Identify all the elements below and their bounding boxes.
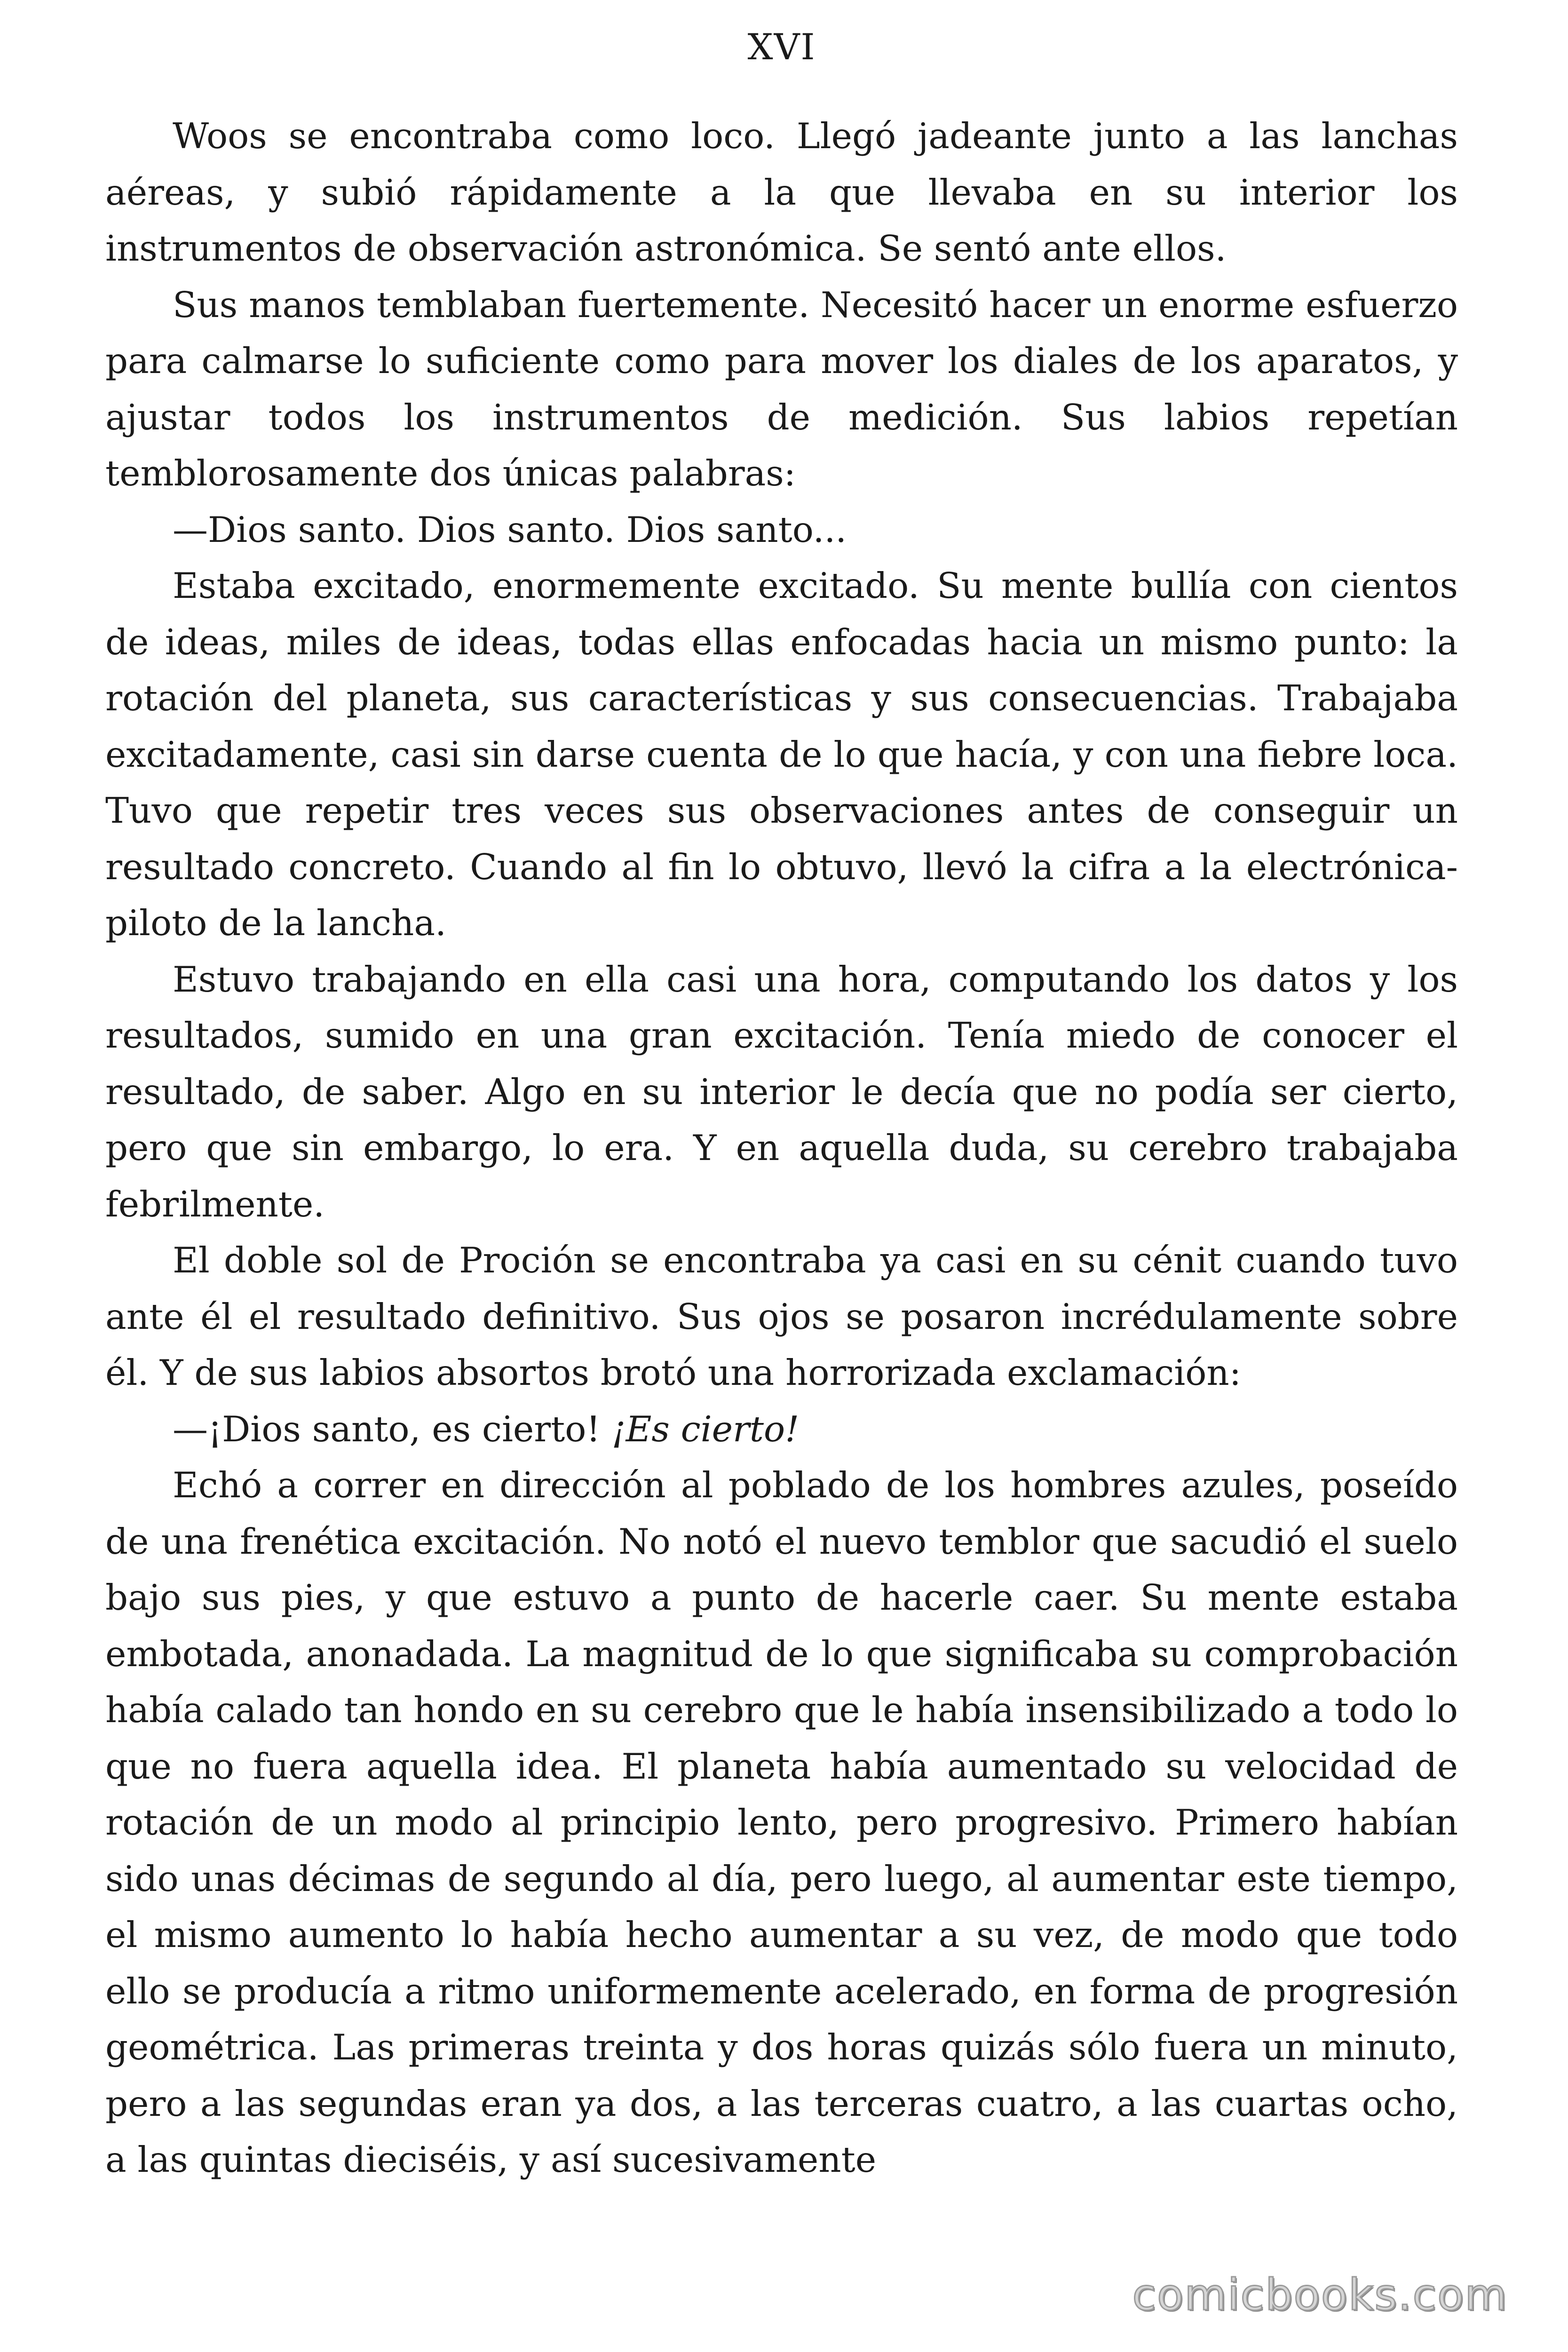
paragraph-3: —Dios santo. Dios santo. Dios santo...: [173, 509, 847, 550]
paragraph-final: Echó a correr en dirección al poblado de los hombres azules, poseído de una frenética excitación. No notó el nuevo temblor que sacudió el suelo bajo sus pies, y que estuvo a punto de hacerle caer. Su mente estaba embotada, anonadada. La magnitud de lo que significaba su comprobación había calado tan hondo en su cerebro que le había insensibilizado a todo lo que no fuera aquella idea. El planeta había aumentado su velocidad de rotación de un modo al principio lento, pero progresivo. Primero habían sido unas décimas de segundo al día, pero luego, al aumentar este tiempo, el mismo aumento lo había hecho aumentar a su vez, de modo que todo ello se producía a ritmo uniformemente acelerado, en forma de progresión geométrica. Las primeras treinta y dos horas quizás sólo fuera un minuto, pero a las segundas eran ya dos, a las terceras cuatro, a las cuartas ocho, a las quintas dieciséis, y así sucesivamente: [105, 1464, 1458, 2180]
exclamation-emphasis: ¡Es cierto!: [611, 1408, 800, 1450]
paragraph-4: Estaba excitado, enormemente excitado. Su mente bullía con cientos de ideas, miles de ideas, todas ellas enfocadas hacia un mismo punto: la rotación del planeta, sus características y sus consecuencias. Trabajaba excitadamente, casi sin darse cuenta de lo que hacía, y con una fiebre loca. Tuvo que repetir tres veces sus observaciones antes de conseguir un resultado concreto. Cuando al fin lo obtuvo, llevó la cifra a la electrónica-piloto de la lancha.: [105, 565, 1458, 944]
watermark-logo: comicbooks.com: [1129, 2269, 1511, 2321]
paragraph-6: El doble sol de Proción se encontraba ya casi en su cénit cuando tuvo ante él el resultado definitivo. Sus ojos se posaron incrédulamente sobre él. Y de sus labios absortos brotó una horrorizada exclamación:: [105, 1240, 1458, 1393]
chapter-number: XVI: [747, 26, 816, 68]
paragraph-1: Woos se encontraba como loco. Llegó jadeante junto a las lanchas aéreas, y subió rápidamente a la que llevaba en su interior los instrumentos de observación astronómica. Se sentó ante ellos.: [105, 115, 1458, 269]
exclamation-paragraph: [105, 1401, 1458, 1458]
chapter-text: [105, 108, 1458, 2188]
paragraph-5: Estuvo trabajando en ella casi una hora, computando los datos y los resultados, sumido en una gran excitación. Tenía miedo de conocer el resultado, de saber. Algo en su interior le decía que no podía ser cierto, pero que sin embargo, lo era. Y en aquella duda, su cerebro trabajaba febrilmente.: [105, 958, 1458, 1225]
paragraph-2: Sus manos temblaban fuertemente. Necesitó hacer un enorme esfuerzo para calmarse lo suficiente como para mover los diales de los aparatos, y ajustar todos los instrumentos de medición. Sus labios repetían temblorosamente dos únicas palabras:: [105, 284, 1458, 494]
exclamation-text: —¡Dios santo, es cierto!: [173, 1408, 612, 1450]
book-page: [105, 19, 1458, 2338]
